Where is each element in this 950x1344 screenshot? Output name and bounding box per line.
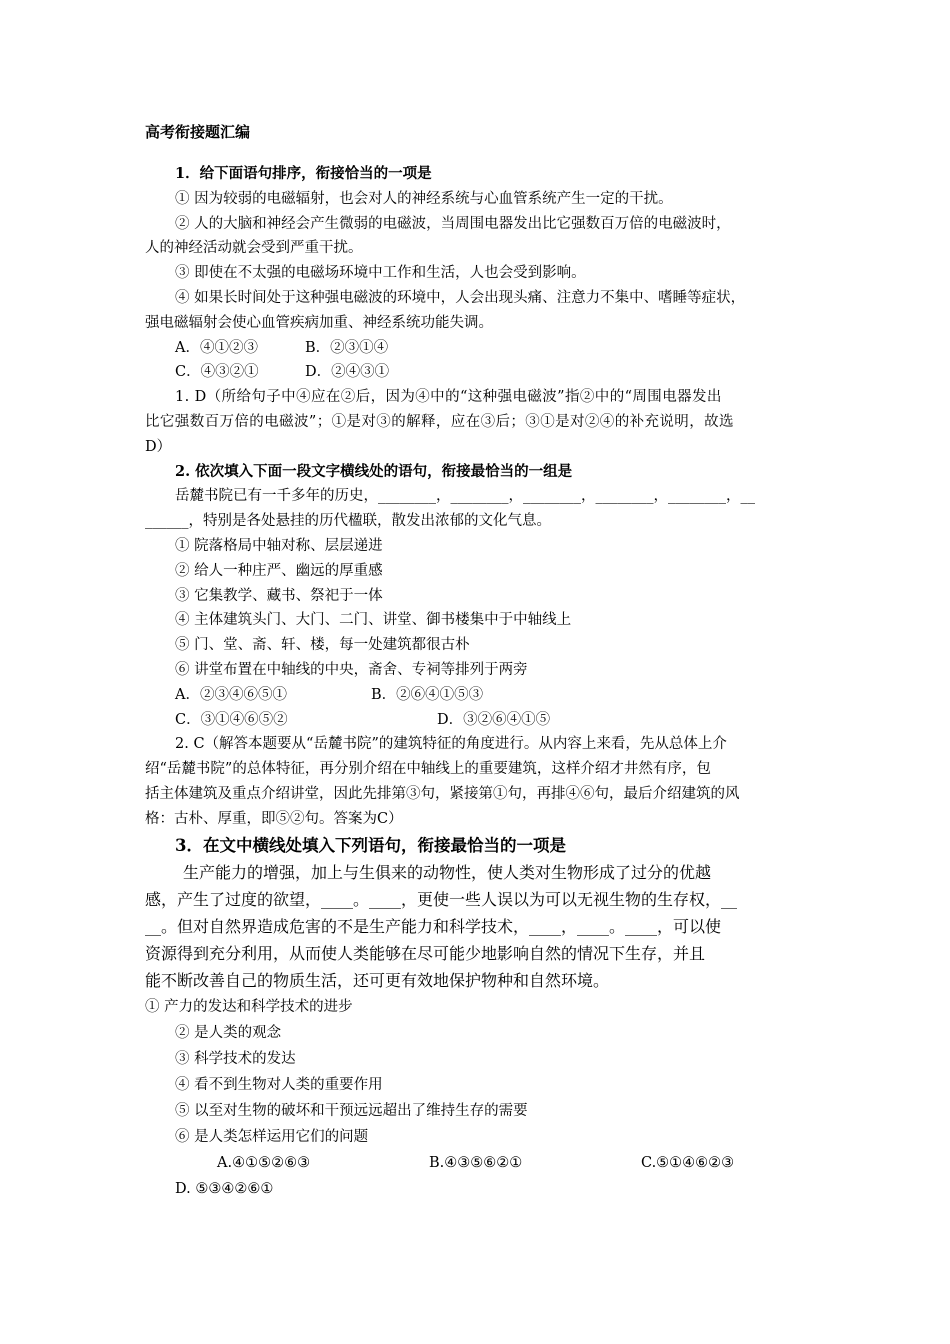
q3-item: ③ 科学技术的发达 [175,1050,296,1067]
q3-passage-line: 能不断改善自己的物质生活，还可更有效地保护物种和自然环境。 [145,970,610,990]
q3-passage-line: __。但对自然界造成危害的不是生产能力和科学技术，____，____。____，可以使 [145,916,722,936]
q1-line: ② 人的大脑和神经会产生微弱的电磁波，当周围电器发出比它强数百万倍的电磁波时， [175,215,731,232]
q3-item: ④ 看不到生物对人类的重要作用 [175,1076,383,1093]
q2-item: ④ 主体建筑头门、大门、二门、讲堂、御书楼集中于中轴线上 [175,612,572,629]
q2-answer-line: 2. C（解答本题要从“岳麓书院”的建筑特征的角度进行。从内容上来看，先从总体上介 [175,736,727,753]
q2-option-c: C．③①④⑥⑤② [175,711,288,728]
q1-stem: 1．给下面语句排序，衔接恰当的一项是 [175,165,432,182]
q1-line: ① 因为较弱的电磁辐射，也会对人的神经系统与心血管系统产生一定的干扰。 [175,190,673,207]
q3-passage-line: 资源得到充分利用，从而使人类能够在尽可能少地影响自然的情况下生存，并且 [145,943,706,963]
q2-item: ⑥ 讲堂布置在中轴线的中央，斋舍、专祠等排列于两旁 [175,661,528,678]
q2-stem: 2. 依次填入下面一段文字横线处的语句，衔接最恰当的一组是 [175,462,573,480]
q1-option-b: B．②③①④ [305,339,389,356]
q3-option-c: C.⑤①④⑥②③ [641,1154,735,1171]
q1-line: 强电磁辐射会使心血管疾病加重、神经系统功能失调。 [145,314,493,331]
q2-passage-line: ______，特别是各处悬挂的历代楹联，散发出浓郁的文化气息。 [145,513,551,530]
q3-item: ② 是人类的观念 [175,1024,282,1041]
q3-option-b: B.④③⑤⑥②① [429,1154,523,1171]
q2-options-row [145,683,807,708]
q3-stem: 3．在文中横线处填入下列语句，衔接最恰当的一项是 [175,835,566,855]
q2-option-d: D．③②⑥④①⑤ [437,711,551,728]
q2-answer-line: 绍“岳麓书院”的总体特征，再分别介绍在中轴线上的重要建筑，这样介绍才井然有序，包 [145,761,711,778]
q3-passage-line: 感，产生了过度的欲望，____。____，更使一些人误以为可以无视生物的生存权，__ [145,889,738,909]
q3-options-row [145,1150,807,1176]
q2-options-row [145,708,807,733]
q2-option-b: B．②⑥④①⑤③ [371,686,484,703]
q3-item: ⑥ 是人类怎样运用它们的问题 [175,1128,369,1145]
q1-line: ④ 如果长时间处于这种强电磁波的环境中，人会出现头痛、注意力不集中、嗜睡等症状， [175,289,746,306]
q1-answer-line: 比它强数百万倍的电磁波”；①是对③的解释，应在③后；③①是对②④的补充说明，故选 [145,413,734,430]
q2-item: ③ 它集教学、藏书、祭祀于一体 [175,587,383,604]
q1-option-a: A．④①②③ [175,339,258,356]
q1-answer-line: D） [145,438,172,455]
q1-line: ③ 即使在不太强的电磁场环境中工作和生活，人也会受到影响。 [175,265,586,282]
q1-option-c: C．④③②① [175,364,259,381]
q2-item: ② 给人一种庄严、幽远的厚重感 [175,562,383,579]
q2-item: ⑤ 门、堂、斋、轩、楼，每一处建筑都很古朴 [175,637,470,654]
q2-answer-line: 括主体建筑及重点介绍讲堂，因此先排第③句，紧接第①句，再排④⑥句，最后介绍建筑的风 [145,785,740,802]
q3-options-row [145,1176,807,1202]
document-page [145,120,807,1202]
q1-option-d: D．②④③① [305,364,390,381]
q2-passage-line: 岳麓书院已有一千多年的历史，________，________，________，________，________，__ [175,488,755,505]
q1-answer-line: 1. D（所给句子中④应在②后，因为④中的“这种强电磁波”指②中的“周围电器发出 [175,389,722,406]
q1-options-row [145,360,807,385]
q1-options-row [145,336,807,361]
q3-option-a: A.④①⑤②⑥③ [217,1154,311,1171]
q3-passage-line: 生产能力的增强，加上与生俱来的动物性，使人类对生物形成了过分的优越 [183,862,712,882]
q2-answer-line: 格：古朴、厚重，即⑤②句。答案为C） [145,810,403,827]
q3-item: ① 产力的发达和科学技术的进步 [145,998,353,1015]
q2-option-a: A．②③④⑥⑤① [175,686,287,703]
q1-line: 人的神经活动就会受到严重干扰。 [145,240,363,257]
document-title: 高考衔接题汇编 [145,123,251,141]
q3-item: ⑤ 以至对生物的破坏和干预远远超出了维持生存的需要 [175,1102,528,1119]
q2-item: ① 院落格局中轴对称、层层递进 [175,537,383,554]
q3-option-d: D. ⑤③④②⑥① [175,1180,274,1197]
